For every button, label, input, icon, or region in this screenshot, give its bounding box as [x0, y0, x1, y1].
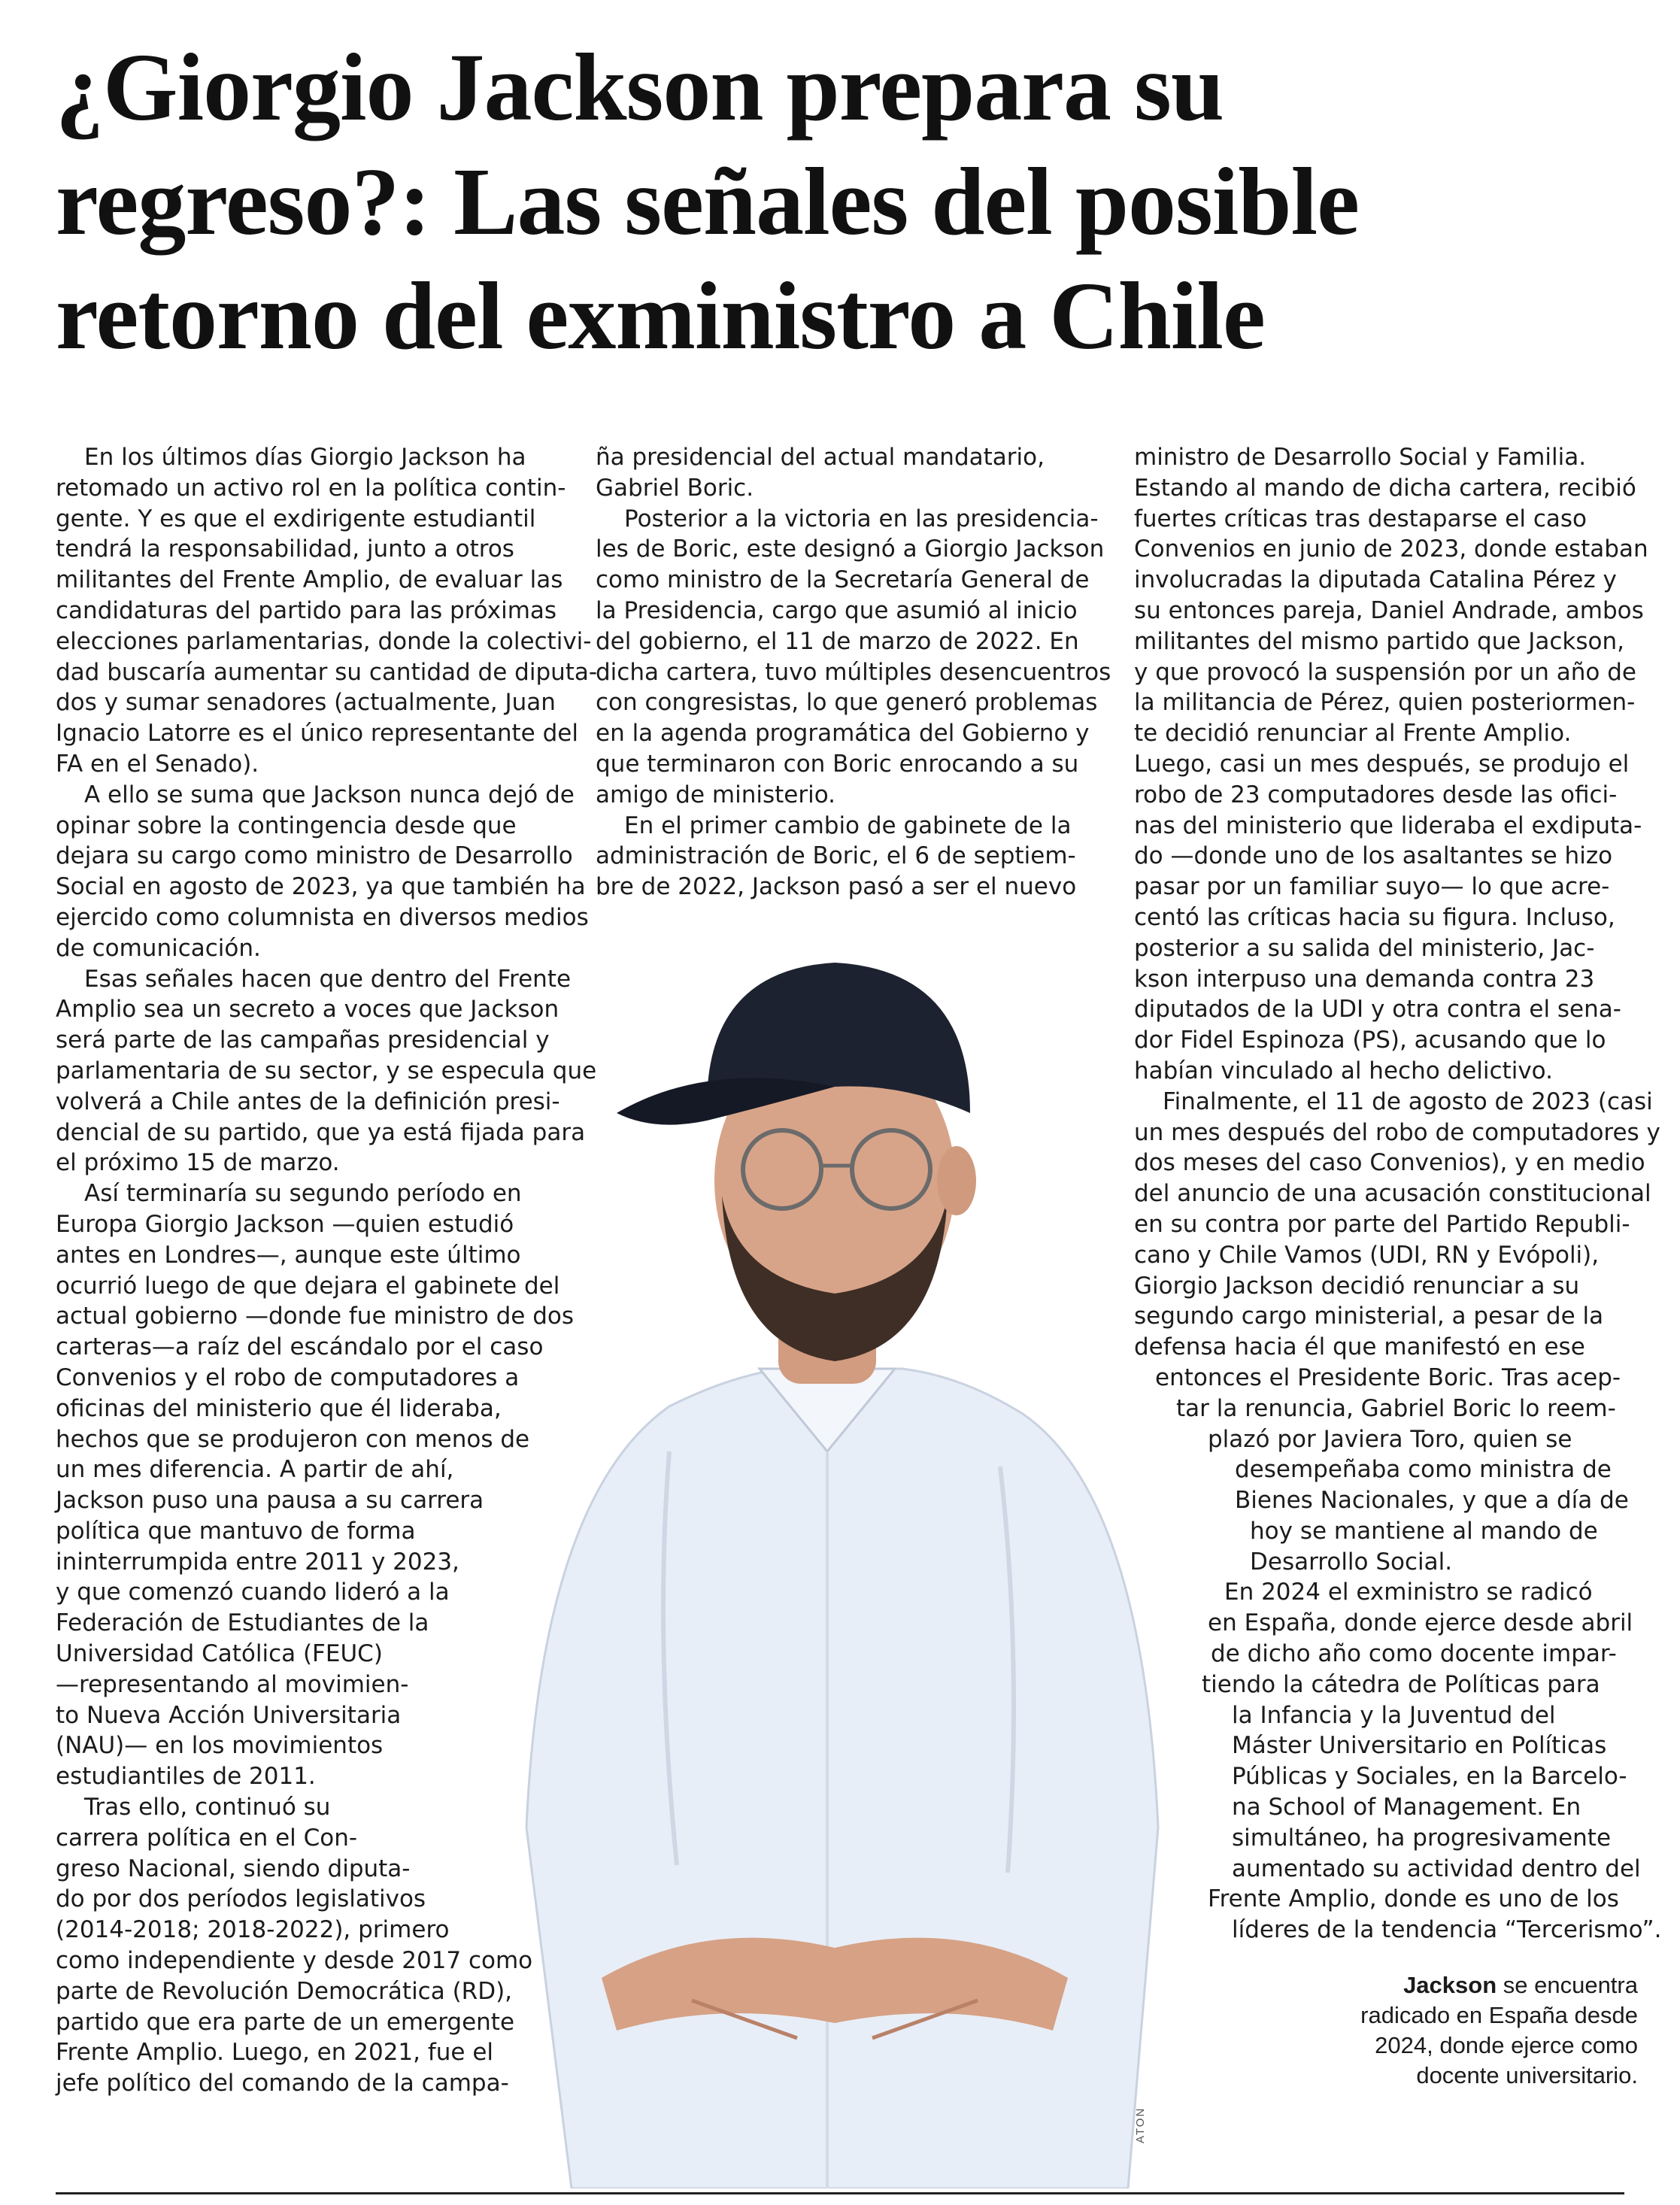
column-left-line: greso Nacional, siendo diputa- — [56, 1855, 411, 1882]
column-left-line: dejara su cargo como ministro de Desarrollo — [56, 842, 573, 870]
column-left-line: Así terminaría su segundo período en — [84, 1180, 522, 1208]
column-right-line: te decidió renunciar al Frente Amplio. — [1134, 720, 1572, 748]
column-left-line: retomado un activo rol en la política contin- — [56, 474, 566, 502]
column-left-line: actual gobierno —donde fue ministro de dos — [56, 1303, 575, 1330]
column-left-line: —representando al movimien- — [56, 1670, 409, 1698]
column-right-line: involucradas la diputada Catalina Pérez y — [1134, 566, 1617, 594]
column-right-line: líderes de la tendencia “Tercerismo”. — [1232, 1916, 1662, 1944]
column-left-line: to Nueva Acción Universitaria — [56, 1701, 402, 1729]
column-left-line: dad buscaría aumentar su cantidad de diputa- — [56, 658, 598, 686]
column-left-line: Amplio sea un secreto a voces que Jackson — [56, 996, 559, 1024]
column-right-line: Públicas y Sociales, en la Barcelo- — [1232, 1763, 1627, 1791]
column-middle-line: como ministro de la Secretaría General de — [596, 566, 1090, 594]
column-right-line: de dicho año como docente impar- — [1211, 1640, 1617, 1668]
column-left-line: militantes del Frente Amplio, de evaluar las — [56, 566, 563, 594]
column-middle-line: les de Boric, este designó a Giorgio Jackson — [596, 535, 1105, 563]
column-left-line: Convenios y el robo de computadores a — [56, 1363, 520, 1391]
column-left-line: Federación de Estudiantes de la — [56, 1609, 429, 1637]
column-right — [1134, 442, 1661, 1946]
column-left-line: ocurrió luego de que dejara el gabinete del — [56, 1272, 560, 1300]
column-right-line: Convenios en junio de 2023, donde estaban — [1134, 535, 1648, 563]
column-middle-line: Posterior a la victoria en las presidencia- — [624, 505, 1099, 532]
column-right-line: defensa hacia él que manifestó en ese — [1134, 1333, 1585, 1361]
column-left-line: tendrá la responsabilidad, junto a otros — [56, 535, 514, 563]
column-right-line: un mes después del robo de computadores y — [1134, 1118, 1660, 1146]
headline-line-2: regreso?: Las señales del posible — [56, 148, 1359, 255]
column-left-line: Europa Giorgio Jackson —quien estudió — [56, 1210, 514, 1238]
headline-line-3: retorno del exministro a Chile — [56, 262, 1265, 369]
column-left-line: Ignacio Latorre es el único representante del — [56, 720, 578, 748]
column-left-line: En los últimos días Giorgio Jackson ha — [84, 444, 526, 471]
column-right-line: habían vinculado al hecho delictivo. — [1134, 1057, 1553, 1084]
column-middle-line: dicha cartera, tuvo múltiples desencuentros — [596, 658, 1111, 686]
column-right-line: segundo cargo ministerial, a pesar de la — [1134, 1303, 1604, 1330]
column-right-line: cano y Chile Vamos (UDI, RN y Evópoli), — [1134, 1241, 1600, 1269]
column-middle — [596, 442, 1111, 902]
column-left-line: dos y sumar senadores (actualmente, Juan — [56, 689, 556, 717]
column-right-line: Frente Amplio, donde es uno de los — [1208, 1885, 1619, 1913]
column-left-line: gente. Y es que el exdirigente estudiantil — [56, 505, 536, 532]
photo-credit: ATON — [1134, 2106, 1147, 2143]
column-left-line: candidaturas del partido para las próximas — [56, 596, 557, 624]
column-right-line: Desarrollo Social. — [1250, 1548, 1453, 1576]
column-middle-line: en la agenda programática del Gobierno y — [596, 720, 1090, 748]
column-middle-line: la Presidencia, cargo que asumió al inicio — [596, 596, 1078, 624]
bottom-rule — [56, 2192, 1624, 2194]
column-left-line: política que mantuvo de forma — [56, 1517, 416, 1545]
column-right-line: militantes del mismo partido que Jackson, — [1134, 627, 1624, 655]
column-middle-line: administración de Boric, el 6 de septiem- — [596, 842, 1076, 870]
column-middle-line: ña presidencial del actual mandatario, — [596, 444, 1045, 471]
column-right-line: hoy se mantiene al mando de — [1250, 1517, 1598, 1545]
column-right-line: tiendo la cátedra de Políticas para — [1202, 1670, 1600, 1698]
column-left-line: hechos que se produjeron con menos de — [56, 1425, 530, 1453]
column-right-line: y que provocó la suspensión por un año de — [1134, 658, 1636, 686]
column-right-line: robo de 23 computadores desde las ofici- — [1134, 781, 1618, 808]
column-left-line: opinar sobre la contingencia desde que — [56, 811, 517, 839]
column-right-line: tar la renuncia, Gabriel Boric lo reem- — [1176, 1394, 1616, 1422]
column-right-line: centó las críticas hacia su figura. Incluso, — [1134, 903, 1615, 931]
column-right-line: fuertes críticas tras destaparse el caso — [1134, 505, 1587, 532]
column-middle-line: amigo de ministerio. — [596, 781, 835, 808]
column-left-line: será parte de las campañas presidencial y — [56, 1027, 550, 1054]
column-right-line: diputados de la UDI y otra contra el sena- — [1134, 996, 1621, 1024]
column-left-line: carrera política en el Con- — [56, 1824, 358, 1852]
column-left-line: Esas señales hacen que dentro del Frente — [84, 965, 572, 993]
column-middle-line: En el primer cambio de gabinete de la — [624, 811, 1072, 839]
column-left-line: A ello se suma que Jackson nunca dejó de — [84, 781, 575, 808]
column-right-line: plazó por Javiera Toro, quien se — [1208, 1425, 1572, 1453]
column-left-line: antes en Londres—, aunque este último — [56, 1241, 521, 1269]
column-right-line: Estando al mando de dicha cartera, recibió — [1134, 474, 1636, 502]
column-middle-line: que terminaron con Boric enrocando a su — [596, 750, 1079, 778]
column-right-line: Máster Universitario en Políticas — [1232, 1732, 1607, 1760]
column-right-line: dos meses del caso Convenios), y en medio — [1134, 1149, 1645, 1177]
column-left-line: jefe político del comando de la campa- — [56, 2070, 509, 2097]
column-left-line: como independiente y desde 2017 como — [56, 1947, 533, 1975]
column-right-line: Luego, casi un mes después, se produjo el — [1134, 750, 1630, 778]
column-left-line: partido que era parte de un emergente — [56, 2008, 515, 2036]
column-left-line: elecciones parlamentarias, donde la colectivi- — [56, 627, 592, 655]
column-left-line: FA en el Senado). — [56, 750, 259, 778]
column-right-line: entonces el Presidente Boric. Tras acep- — [1155, 1363, 1621, 1391]
column-left-line: ininterrumpida entre 2011 y 2023, — [56, 1548, 459, 1576]
column-middle-line: con congresistas, lo que generó problemas — [596, 689, 1098, 717]
column-right-line: pasar por un familiar suyo— lo que acre- — [1134, 873, 1610, 901]
column-right-line: aumentado su actividad dentro del — [1232, 1855, 1641, 1882]
column-right-line: ministro de Desarrollo Social y Familia. — [1134, 444, 1587, 471]
column-right-line: do —donde uno de los asaltantes se hizo — [1134, 842, 1613, 870]
column-left-line: Frente Amplio. Luego, en 2021, fue el — [56, 2039, 494, 2067]
column-left — [56, 442, 597, 2099]
photo-caption — [1322, 1970, 1638, 2091]
caption-bold: Jackson — [1403, 1972, 1497, 1998]
column-middle-line: Gabriel Boric. — [596, 474, 754, 502]
column-right-line: la militancia de Pérez, quien posteriormen- — [1134, 689, 1636, 717]
column-left-line: un mes diferencia. A partir de ahí, — [56, 1456, 454, 1484]
column-right-line: na School of Management. En — [1232, 1794, 1581, 1821]
column-left-line: (2014-2018; 2018-2022), primero — [56, 1916, 450, 1944]
column-left-line: carteras—a raíz del escándalo por el caso — [56, 1333, 544, 1361]
column-left-line: y que comenzó cuando lideró a la — [56, 1579, 450, 1606]
column-middle-line: del gobierno, el 11 de marzo de 2022. En — [596, 627, 1079, 655]
column-right-line: su entonces pareja, Daniel Andrade, ambos — [1134, 596, 1644, 624]
caption-text: se encuentra radicado en España desde 2024, donde ejerce como docente universitario. — [1360, 1972, 1638, 2088]
column-left-line: volverá a Chile antes de la definición presi- — [56, 1087, 560, 1115]
column-right-line: del anuncio de una acusación constitucional — [1134, 1180, 1651, 1208]
column-right-line: la Infancia y la Juventud del — [1232, 1701, 1556, 1729]
column-left-line: do por dos períodos legislativos — [56, 1885, 426, 1913]
column-right-line: Giorgio Jackson decidió renunciar a su — [1134, 1272, 1580, 1300]
column-right-line: Bienes Nacionales, y que a día de — [1235, 1487, 1629, 1515]
column-left-line: parlamentaria de su sector, y se especula que — [56, 1057, 597, 1084]
column-left-line: oficinas del ministerio que él lideraba, — [56, 1394, 502, 1422]
column-right-line: nas del ministerio que lideraba el exdiputa- — [1134, 811, 1642, 839]
column-right-line: posterior a su salida del ministerio, Jac- — [1134, 934, 1595, 962]
column-left-line: Universidad Católica (FEUC) — [56, 1640, 383, 1668]
column-right-line: en España, donde ejerce desde abril — [1208, 1609, 1633, 1637]
column-right-line: desempeñaba como ministra de — [1235, 1456, 1612, 1484]
column-left-line: Jackson puso una pausa a su carrera — [56, 1487, 484, 1515]
headline — [56, 30, 1620, 373]
column-left-line: ejercido como columnista en diversos medios — [56, 903, 589, 931]
column-right-line: simultáneo, ha progresivamente — [1232, 1824, 1612, 1852]
column-left-line: Tras ello, continuó su — [84, 1794, 331, 1821]
column-left-line: el próximo 15 de marzo. — [56, 1149, 340, 1177]
column-right-line: kson interpuso una demanda contra 23 — [1134, 965, 1595, 993]
headline-line-1: ¿Giorgio Jackson prepara su — [56, 34, 1224, 141]
column-left-line: dencial de su partido, que ya está fijada para — [56, 1118, 586, 1146]
column-right-line: en su contra por parte del Partido Republi- — [1134, 1210, 1630, 1238]
column-left-line: (NAU)— en los movimientos — [56, 1732, 384, 1760]
column-right-line: En 2024 el exministro se radicó — [1224, 1579, 1593, 1606]
column-left-line: Social en agosto de 2023, ya que también ha — [56, 873, 586, 901]
column-right-line: dor Fidel Espinoza (PS), acusando que lo — [1134, 1027, 1606, 1054]
column-middle-line: bre de 2022, Jackson pasó a ser el nuevo — [596, 873, 1077, 901]
column-right-line: Finalmente, el 11 de agosto de 2023 (casi — [1163, 1087, 1653, 1115]
column-left-line: parte de Revolución Democrática (RD), — [56, 1977, 513, 2005]
column-left-line: de comunicación. — [56, 934, 261, 962]
column-left-line: estudiantiles de 2011. — [56, 1763, 316, 1791]
